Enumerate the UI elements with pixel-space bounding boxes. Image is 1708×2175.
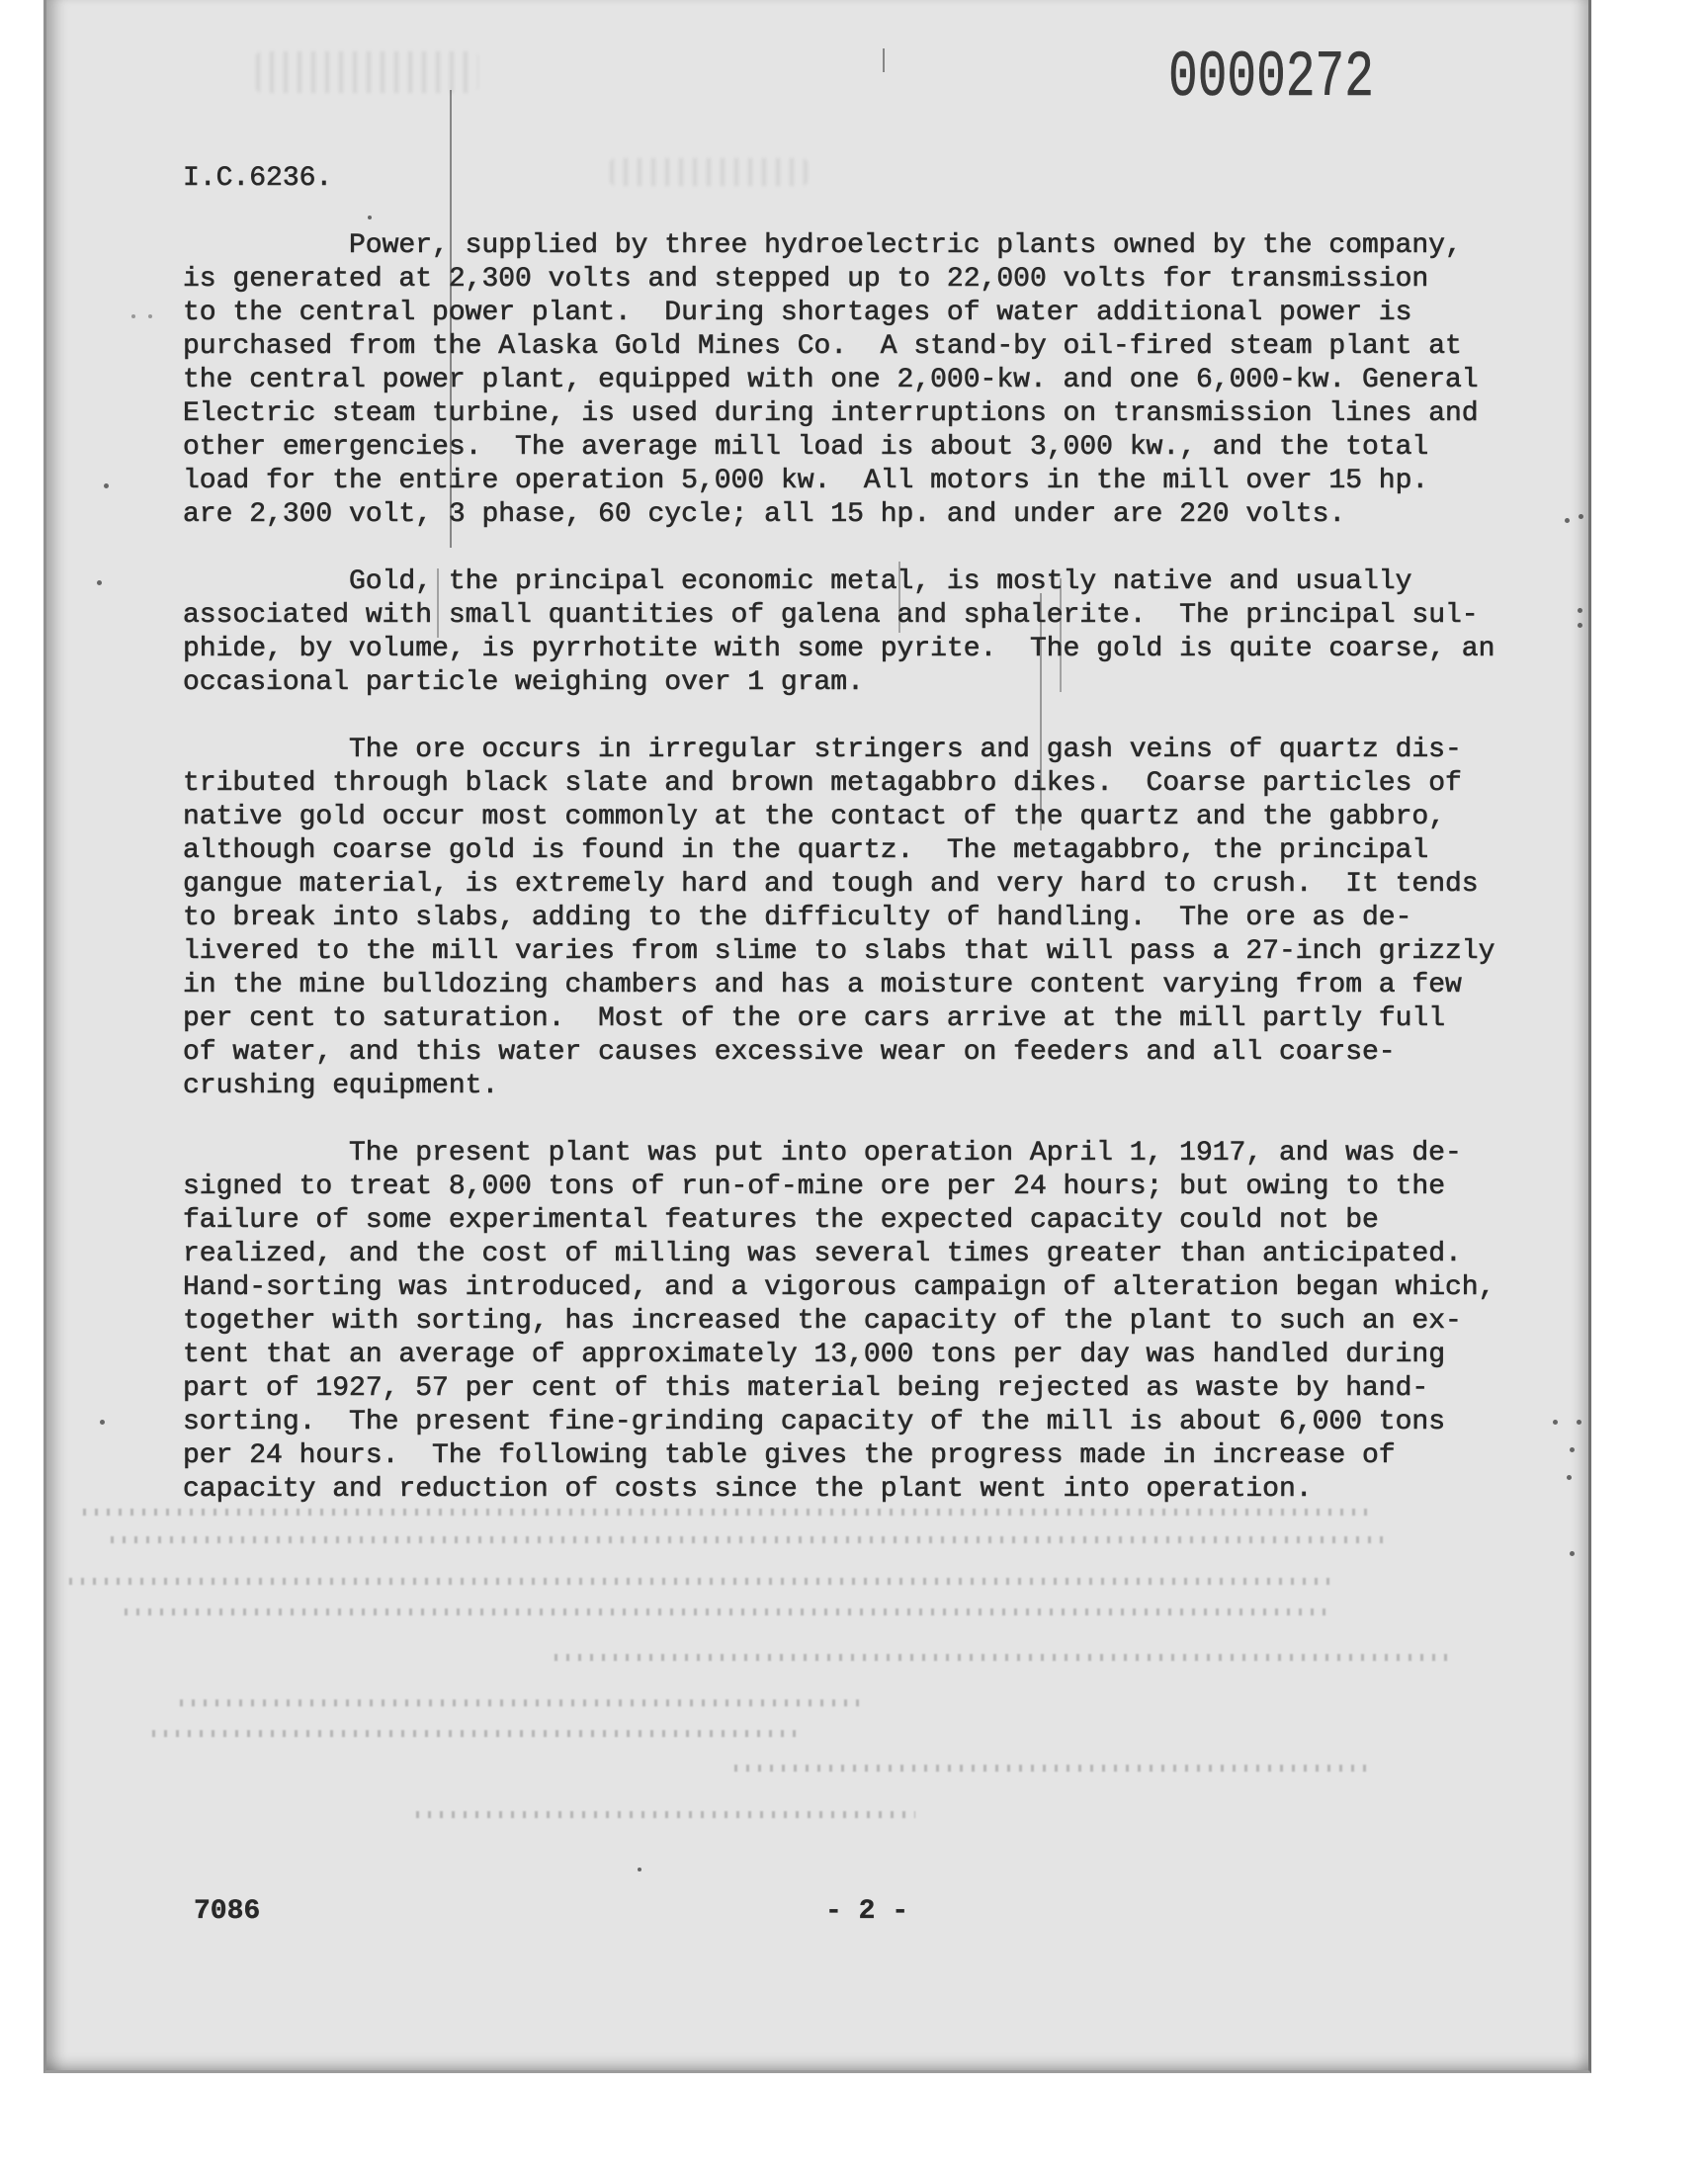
text-line: phide, by volume, is pyrrhotite with some pyrite. The gold is quite coarse, an: [183, 634, 1495, 664]
text-line: associated with small quantities of galena and sphalerite. The principal sul-: [183, 600, 1479, 631]
scan-dot: [1577, 1420, 1581, 1425]
text-line: Electric steam turbine, is used during interruptions on transmission lines and: [183, 398, 1479, 429]
text-line: livered to the mill varies from slime to slabs that will pass a 27-inch grizzly: [183, 936, 1495, 967]
text-line: capacity and reduction of costs since the plant went into operation.: [183, 1474, 1313, 1505]
document-id: I.C.6236.: [183, 163, 333, 194]
bleed-through-noise: [152, 1730, 804, 1737]
bleed-through-smudge: [610, 158, 808, 186]
text-line: part of 1927, 57 per cent of this material being rejected as waste by hand-: [183, 1373, 1429, 1404]
scan-dot: [104, 483, 109, 488]
text-line: The present plant was put into operation April 1, 1917, and was de-: [349, 1138, 1462, 1169]
scan-dot: [97, 580, 102, 585]
scan-dot: [1579, 514, 1583, 519]
scan-dot: [148, 314, 152, 318]
text-line: gangue material, is extremely hard and tough and very hard to crush. It tends: [183, 869, 1479, 900]
paragraph-power-supply: [183, 229, 1567, 532]
scan-dot: [131, 314, 135, 318]
paragraph-gold-mineralogy: [183, 566, 1567, 700]
mirrored-bleed-stamp: [256, 51, 478, 93]
text-line: to break into slabs, adding to the difficulty of handling. The ore as de-: [183, 903, 1412, 933]
text-line: in the mine bulldozing chambers and has a moisture content varying from a few: [183, 970, 1462, 1000]
text-line: the central power plant, equipped with one 2,000-kw. and one 6,000-kw. General: [183, 365, 1479, 395]
text-line: signed to treat 8,000 tons of run-of-mine ore per 24 hours; but owing to the: [183, 1172, 1446, 1202]
scan-dot: [1578, 623, 1582, 628]
bleed-through-noise: [555, 1654, 1456, 1661]
bleed-through-noise: [416, 1811, 915, 1818]
page-number: - 2 -: [825, 1896, 909, 1927]
scan-dot: [1570, 1447, 1575, 1452]
bleed-through-noise: [125, 1609, 1330, 1615]
text-line: The ore occurs in irregular stringers and gash veins of quartz dis-: [349, 735, 1462, 765]
text-line: Gold, the principal economic metal, is mostly native and usually: [349, 566, 1412, 597]
text-line: realized, and the cost of milling was several times greater than anticipated.: [183, 1239, 1462, 1269]
bleed-through-noise: [180, 1699, 860, 1706]
scan-dot: [1567, 1475, 1572, 1480]
text-line: purchased from the Alaska Gold Mines Co. A stand-by oil-fired steam plant at: [183, 331, 1462, 362]
text-line: Hand-sorting was introduced, and a vigorous campaign of alteration began which,: [183, 1272, 1495, 1303]
scan-dot: [368, 216, 372, 219]
text-line: per 24 hours. The following table gives the progress made in increase of: [183, 1440, 1396, 1471]
page-stamp-number: 0000272: [1168, 41, 1374, 115]
scan-dot: [638, 1868, 641, 1871]
text-line: crushing equipment.: [183, 1071, 499, 1101]
text-line: Power, supplied by three hydroelectric plants owned by the company,: [349, 230, 1462, 261]
text-line: load for the entire operation 5,000 kw. All motors in the mill over 15 hp.: [183, 466, 1429, 496]
scan-crease-line: [883, 48, 885, 72]
document-body: [183, 229, 1567, 1540]
text-line: together with sorting, has increased the capacity of the plant to such an ex-: [183, 1306, 1462, 1337]
text-line: failure of some experimental features the expected capacity could not be: [183, 1205, 1379, 1236]
text-line: tributed through black slate and brown metagabbro dikes. Coarse particles of: [183, 768, 1462, 799]
bleed-through-noise: [69, 1578, 1330, 1585]
text-line: sorting. The present fine-grinding capacity of the mill is about 6,000 tons: [183, 1407, 1446, 1437]
text-line: are 2,300 volt, 3 phase, 60 cycle; all 15 hp. and under are 220 volts.: [183, 499, 1346, 530]
text-line: tent that an average of approximately 13,000 tons per day was handled during: [183, 1340, 1446, 1370]
text-line: other emergencies. The average mill load is about 3,000 kw., and the total: [183, 432, 1429, 463]
text-line: although coarse gold is found in the quartz. The metagabbro, the principal: [183, 835, 1429, 866]
paragraph-ore-occurrence: [183, 734, 1567, 1103]
footer-code: 7086: [194, 1896, 261, 1927]
text-line: to the central power plant. During shortages of water additional power is: [183, 298, 1412, 328]
text-line: occasional particle weighing over 1 gram.: [183, 667, 864, 698]
bleed-through-noise: [734, 1765, 1373, 1772]
scan-dot: [1570, 1551, 1575, 1556]
text-line: per cent to saturation. Most of the ore cars arrive at the mill partly full: [183, 1003, 1446, 1034]
paragraph-plant-history: [183, 1137, 1567, 1507]
text-line: native gold occur most commonly at the contact of the quartz and the gabbro,: [183, 802, 1446, 832]
text-line: of water, and this water causes excessive wear on feeders and all coarse-: [183, 1037, 1396, 1068]
scan-dot: [1578, 608, 1582, 613]
scan-dot: [100, 1420, 105, 1425]
text-line: is generated at 2,300 volts and stepped up to 22,000 volts for transmission: [183, 264, 1429, 295]
